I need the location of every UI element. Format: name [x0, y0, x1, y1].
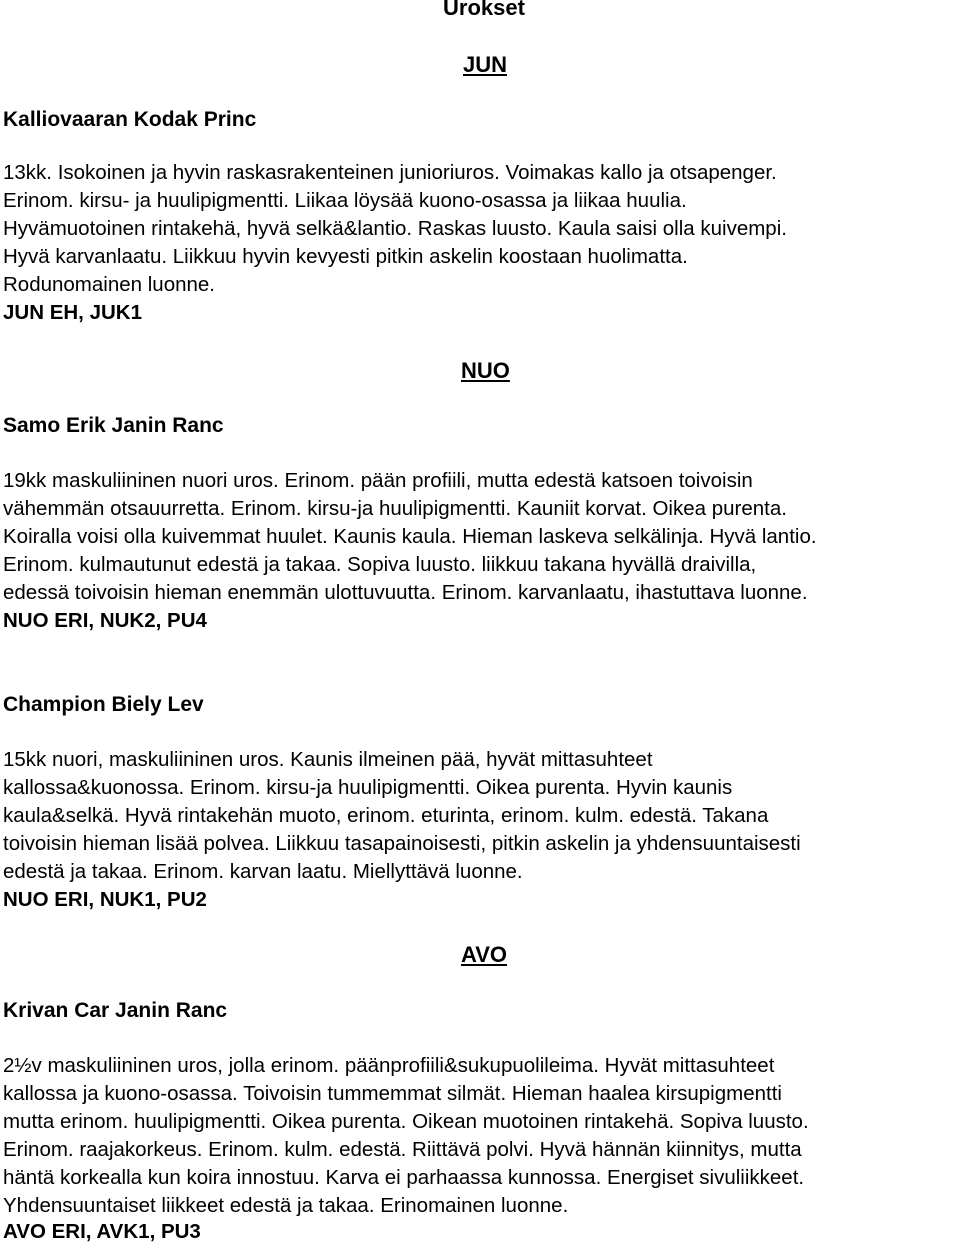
critique-line: 15kk nuori, maskuliininen uros. Kaunis ilmeinen pää, hyvät mittasuhteet [3, 748, 653, 771]
critique-line: kallossa ja kuono-osassa. Toivoisin tummemmat silmät. Hieman haalea kirsupigmentti [3, 1082, 782, 1105]
dog-name: Samo Erik Janin Ranc [3, 414, 224, 437]
result-text: AVO ERI, AVK1, PU3 [3, 1220, 201, 1243]
result-text: NUO ERI, NUK1, PU2 [3, 888, 207, 911]
critique-line: Erinom. kulmautunut edestä ja takaa. Sopiva luusto. liikkuu takana hyvällä draivilla, [3, 553, 757, 576]
critique-line: kallossa&kuonossa. Erinom. kirsu-ja huulipigmentti. Oikea purenta. Hyvin kaunis [3, 776, 733, 799]
critique-line: Hyvämuotoinen rintakehä, hyvä selkä&lantio. Raskas luusto. Kaula saisi olla kuivempi. [3, 217, 787, 240]
result-text: JUN EH, JUK1 [3, 301, 142, 324]
critique-line: edessä toivoisin hieman enemmän ulottuvuutta. Erinom. karvanlaatu, ihastuttava luonne. [3, 581, 808, 604]
critique-line: Hyvä karvanlaatu. Liikkuu hyvin kevyesti pitkin askelin koostaan huolimatta. [3, 245, 688, 268]
critique-line: Erinom. kirsu- ja huulipigmentti. Liikaa löysää kuono-osassa ja liikaa huulia. [3, 189, 687, 212]
critique-line: häntä korkealla kun koira innostuu. Karva ei parhaassa kunnossa. Energiset sivuliikkeet. [3, 1166, 805, 1189]
class-heading-nuo: NUO [461, 358, 510, 383]
critique-line: 13kk. Isokoinen ja hyvin raskasrakenteinen junioriuros. Voimakas kallo ja otsapenger. [3, 161, 777, 184]
result-text: NUO ERI, NUK2, PU4 [3, 609, 207, 632]
critique-line: 2½v maskuliininen uros, jolla erinom. päänprofiili&sukupuolileima. Hyvät mittasuhteet [3, 1054, 775, 1077]
class-heading-jun: JUN [463, 52, 508, 77]
page-title: Urokset [443, 0, 525, 20]
critique-line: Yhdensuuntaiset liikkeet edestä ja takaa. Erinomainen luonne. [3, 1194, 569, 1217]
critique-line: mutta erinom. huulipigmentti. Oikea purenta. Oikean muotoinen rintakehä. Sopiva luusto. [3, 1110, 809, 1133]
dog-name: Krivan Car Janin Ranc [3, 999, 228, 1022]
dog-name: Kalliovaaran Kodak Princ [3, 108, 257, 131]
class-heading-avo: AVO [461, 942, 508, 967]
critique-line: Rodunomainen luonne. [3, 273, 215, 296]
critique-line: vähemmän otsauurretta. Erinom. kirsu-ja huulipigmentti. Kauniit korvat. Oikea purenta. [3, 497, 787, 520]
critique-line: edestä ja takaa. Erinom. karvan laatu. Miellyttävä luonne. [3, 860, 523, 883]
critique-line: toivoisin hieman lisää polvea. Liikkuu tasapainoisesti, pitkin askelin ja yhdensuuntaisesti [3, 832, 801, 855]
critique-line: 19kk maskuliininen nuori uros. Erinom. pään profiili, mutta edestä katsoen toivoisin [3, 469, 753, 492]
critique-line: Koiralla voisi olla kuivemmat huulet. Kaunis kaula. Hieman laskeva selkälinja. Hyvä lantio. [3, 525, 817, 548]
critique-line: kaula&selkä. Hyvä rintakehän muoto, erinom. eturinta, erinom. kulm. edestä. Takana [3, 804, 769, 827]
critique-line: Erinom. raajakorkeus. Erinom. kulm. edestä. Riittävä polvi. Hyvä hännän kiinnitys, mutta [3, 1138, 802, 1161]
dog-name: Champion Biely Lev [3, 693, 204, 716]
